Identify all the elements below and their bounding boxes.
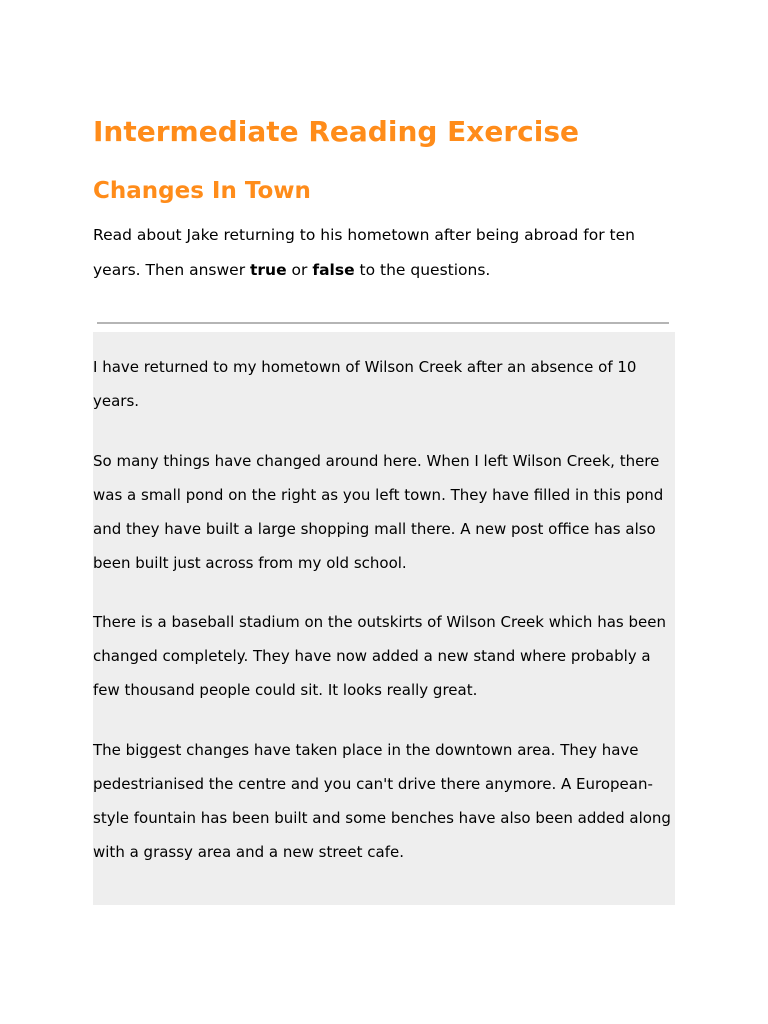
reading-passage	[93, 332, 675, 905]
intro-text-part: Read about Jake returning to his hometown after being abroad for ten years. Then answer	[93, 226, 635, 279]
page-title: Intermediate Reading Exercise	[93, 115, 580, 148]
passage-paragraph: I have returned to my hometown of Wilson Creek after an absence of 10 years.	[93, 358, 637, 410]
intro-bold-true: true	[250, 261, 287, 279]
divider	[97, 322, 669, 324]
intro-text-part: to the questions.	[354, 261, 491, 279]
passage-paragraph: So many things have changed around here. When I left Wilson Creek, there was a small pond on the right as you left town. They have filled in this pond and they have built a large shopping mall there. A new post office has also been built just across from my old school.	[93, 452, 664, 572]
passage-paragraph: The biggest changes have taken place in the downtown area. They have pedestrianised the centre and you can't drive there anymore. A European-style fountain has been built and some benches have also been added along with a grassy area and a new street cafe.	[93, 741, 671, 861]
passage-paragraph: There is a baseball stadium on the outskirts of Wilson Creek which has been changed completely. They have now added a new stand where probably a few thousand people could sit. It looks really great.	[93, 613, 666, 699]
exercise-subtitle: Changes In Town	[93, 178, 311, 204]
intro-text-part: or	[286, 261, 313, 279]
intro-bold-false: false	[312, 261, 355, 279]
intro-text	[93, 218, 673, 288]
